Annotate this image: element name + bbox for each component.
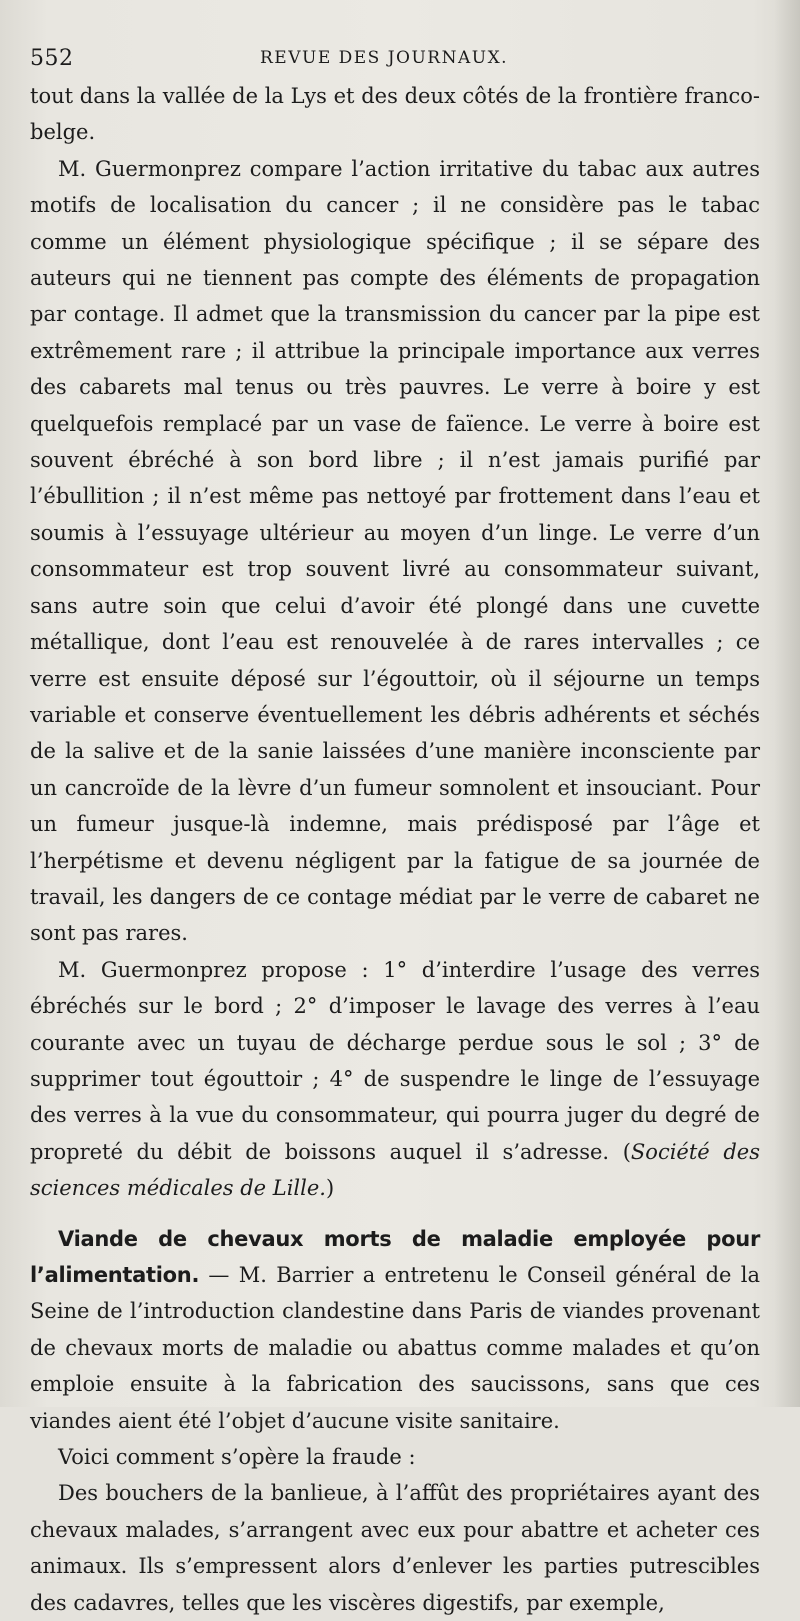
citation-close: ) [325, 1176, 335, 1201]
citation: Société des sciences médicales de Lille. [30, 1139, 761, 1201]
paragraph-bouchers: Des bouchers de la banlieue, à l’affût des propriétaires ayant des chevaux malades, s’arrangent avec eux pour abattre et acheter ces animaux. Ils s’empressent alors d’enlever les parties putrescibles des cadavres, telles que les viscères digestifs, par exemple, [30, 1481, 760, 1615]
journal-title: REVUE DES JOURNAUX. [260, 48, 509, 68]
page-edge-shadow [774, 0, 800, 1407]
paragraph-viande-chevaux [30, 1221, 760, 1439]
section-spacer [30, 1207, 760, 1221]
running-head [30, 40, 758, 74]
paragraph-fraude-intro: Voici comment s’opère la fraude : [58, 1445, 416, 1470]
paragraph-continuation: tout dans la vallée de la Lys et des deux côtés de la frontière franco-belge. [30, 84, 760, 145]
paragraph-guermonprez-propose [30, 952, 760, 1207]
page-number: 552 [30, 46, 74, 71]
article-body [30, 78, 760, 1621]
paragraph-guermonprez-compare: M. Guermonprez compare l’action irritative du tabac aux autres motifs de localisation du cancer ; il ne considère pas le tabac comme un élément physiologique spécifique ; il se sépare des auteurs qui ne tiennent pas compte des éléments de propagation par contage. Il admet que la transmission du cancer par la pipe est extrêmement rare ; il attribue la principale importance aux verres des cabarets mal tenus ou très pauvres. Le verre à boire y est quelquefois remplacé par un vase de faïence. Le verre à boire est souvent ébréché à son bord libre ; il n’est jamais purifié par l’ébullition ; il n’est même pas nettoyé par frottement dans l’eau et soumis à l’essuyage ultérieur au moyen d’un linge. Le verre d’un consommateur est trop souvent livré au consommateur suivant, sans autre soin que celui d’avoir été plongé dans une cuvette métallique, dont l’eau est renouvelée à de rares intervalles ; ce verre est ensuite déposé sur l’égouttoir, où il séjourne un temps variable et conserve éventuellement les débris adhérents et séchés de la salive et de la sanie laissées d’une manière inconsciente par un cancroïde de la lèvre d’un fumeur somnolent et insouciant. Pour un fumeur jusque-là indemne, mais prédisposé par l’âge et l’herpétisme et devenu négligent par la fatigue de sa journée de travail, les dangers de ce contage médiat par le verre de cabaret ne sont pas rares. [30, 156, 760, 946]
section-intro-text: — M. Barrier a entretenu le Conseil général de la Seine de l’introduction clandestine dans Paris de viandes provenant de chevaux morts de maladie ou abattus comme malades et qu’on emploie ensuite à la fabrication des saucissons, sans que ces viandes aient été l’objet d’aucune visite sanitaire. [30, 1263, 760, 1433]
section-heading: Viande de chevaux morts de maladie employée pour l’alimentation. [30, 1226, 760, 1287]
proposal-text: M. Guermonprez propose : 1° d’interdire l’usage des verres ébréchés sur le bord ; 2° d’imposer le lavage des verres à l’eau courante avec un tuyau de décharge perdue sous le sol ; 3° de supprimer tout égouttoir ; 4° de suspendre le linge de l’essuyage des verres à la vue du consommateur, qui pourra juger du degré de propreté du débit de boissons auquel il s’adresse. ( [30, 957, 760, 1164]
